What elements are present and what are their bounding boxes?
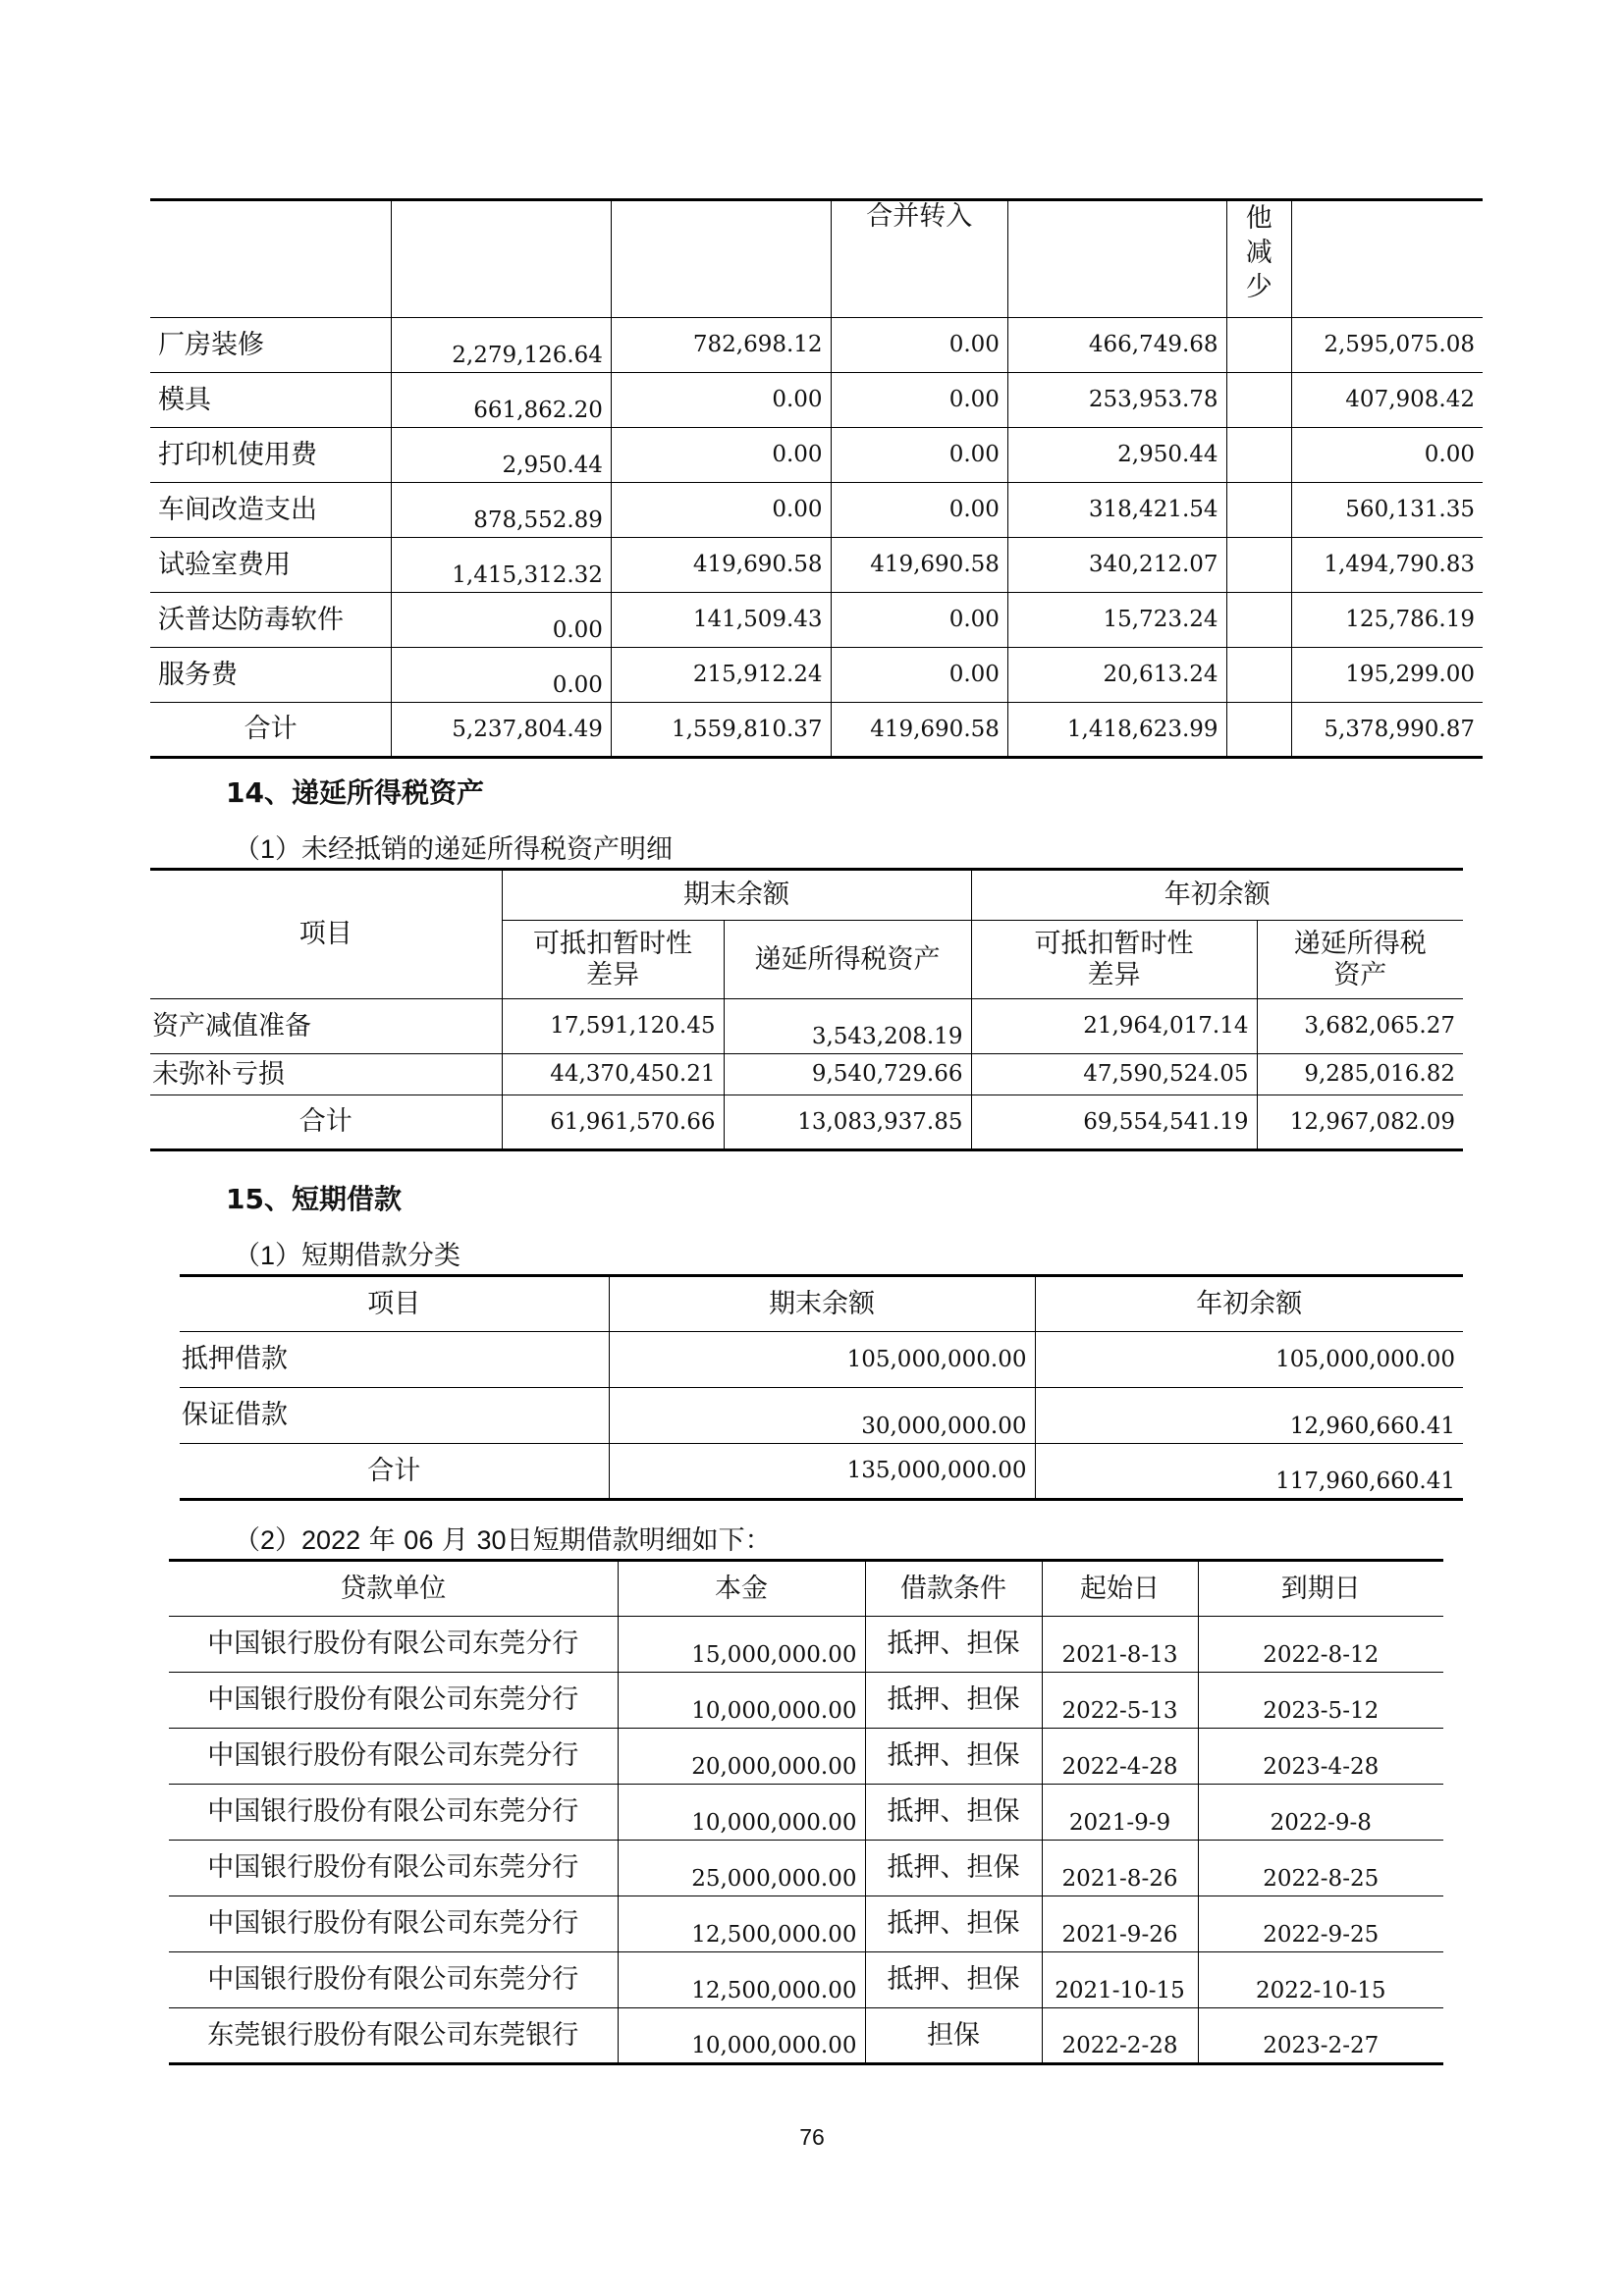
table-header-row bbox=[180, 1276, 1463, 1332]
table-header-row bbox=[169, 1561, 1443, 1617]
section-15-heading: 15、短期借款 bbox=[226, 1183, 402, 1215]
column-header: 本金 bbox=[618, 1561, 865, 1617]
page-number: 76 bbox=[799, 2124, 825, 2150]
column-header: 期末余额 bbox=[502, 870, 971, 921]
section-14-heading: 14、递延所得税资产 bbox=[226, 776, 484, 809]
column-header: 可抵扣暂时性 差异 bbox=[502, 921, 724, 999]
table-row: 抵押借款 105,000,000.00 105,000,000.00 bbox=[180, 1332, 1463, 1388]
column-header: 项目 bbox=[150, 870, 502, 999]
table-row: 未弥补亏损 44,370,450.21 9,540,729.66 47,590,524.05 9,285,016.82 bbox=[150, 1054, 1463, 1095]
column-header: 年初余额 bbox=[971, 870, 1463, 921]
table-row: 中国银行股份有限公司东莞分行 12,500,000.00 抵押、担保 2021-10-15 2022-10-15 bbox=[169, 1952, 1443, 2008]
table-row: 中国银行股份有限公司东莞分行 10,000,000.00 抵押、担保 2022-5-13 2023-5-12 bbox=[169, 1673, 1443, 1729]
table-row: 模具 661,862.20 0.00 0.00 253,953.78 407,908.42 bbox=[150, 373, 1483, 428]
table-row: 中国银行股份有限公司东莞分行 10,000,000.00 抵押、担保 2021-9-9 2022-9-8 bbox=[169, 1785, 1443, 1841]
short-term-loans-detail-table bbox=[169, 1559, 1443, 2065]
column-header: 项目 bbox=[180, 1276, 609, 1332]
table-row: 中国银行股份有限公司东莞分行 15,000,000.00 抵押、担保 2021-8-13 2022-8-12 bbox=[169, 1617, 1443, 1673]
deferred-tax-assets-table bbox=[150, 868, 1463, 1151]
section-15-subheading-1: （1）短期借款分类 bbox=[234, 1241, 461, 1271]
column-header: 合并转入 bbox=[831, 200, 1007, 318]
column-header: 可抵扣暂时性 差异 bbox=[971, 921, 1257, 999]
total-row: 合计 5,237,804.49 1,559,810.37 419,690.58 1,418,623.99 5,378,990.87 bbox=[150, 703, 1483, 758]
column-header: 借款条件 bbox=[865, 1561, 1042, 1617]
table-header-row bbox=[150, 870, 1463, 921]
column-header: 贷款单位 bbox=[169, 1561, 618, 1617]
short-term-borrowings-table bbox=[180, 1274, 1463, 1501]
table-row: 打印机使用费 2,950.44 0.00 0.00 2,950.44 0.00 bbox=[150, 428, 1483, 483]
table-row: 沃普达防毒软件 0.00 141,509.43 0.00 15,723.24 125,786.19 bbox=[150, 593, 1483, 648]
table-row: 东莞银行股份有限公司东莞银行 10,000,000.00 担保 2022-2-28 2023-2-27 bbox=[169, 2008, 1443, 2064]
table-row: 服务费 0.00 215,912.24 0.00 20,613.24 195,299.00 bbox=[150, 648, 1483, 703]
table-row: 车间改造支出 878,552.89 0.00 0.00 318,421.54 560,131.35 bbox=[150, 483, 1483, 538]
column-header: 年初余额 bbox=[1035, 1276, 1463, 1332]
column-header: 递延所得税资产 bbox=[724, 921, 971, 999]
section-14-subheading: （1）未经抵销的递延所得税资产明细 bbox=[234, 834, 674, 865]
table-row: 中国银行股份有限公司东莞分行 20,000,000.00 抵押、担保 2022-4-28 2023-4-28 bbox=[169, 1729, 1443, 1785]
table-row: 厂房装修 2,279,126.64 782,698.12 0.00 466,749.68 2,595,075.08 bbox=[150, 318, 1483, 373]
total-row: 合计 135,000,000.00 117,960,660.41 bbox=[180, 1444, 1463, 1500]
total-row: 合计 61,961,570.66 13,083,937.85 69,554,541.19 12,967,082.09 bbox=[150, 1095, 1463, 1150]
table-row: 保证借款 30,000,000.00 12,960,660.41 bbox=[180, 1388, 1463, 1444]
column-header: 起始日 bbox=[1042, 1561, 1198, 1617]
column-header: 到期日 bbox=[1198, 1561, 1443, 1617]
table-row: 资产减值准备 17,591,120.45 3,543,208.19 21,964,017.14 3,682,065.27 bbox=[150, 999, 1463, 1054]
long-term-prepaid-expenses-table bbox=[150, 198, 1483, 759]
column-header: 递延所得税 资产 bbox=[1257, 921, 1463, 999]
table-header-row bbox=[150, 200, 1483, 318]
column-header: 他 减 少 bbox=[1226, 200, 1291, 318]
section-15-subheading-2: （2）2022 年 06 月 30日短期借款明细如下： bbox=[234, 1525, 772, 1556]
table-row: 中国银行股份有限公司东莞分行 25,000,000.00 抵押、担保 2021-8-26 2022-8-25 bbox=[169, 1841, 1443, 1896]
table-row: 试验室费用 1,415,312.32 419,690.58 419,690.58 340,212.07 1,494,790.83 bbox=[150, 538, 1483, 593]
table-row: 中国银行股份有限公司东莞分行 12,500,000.00 抵押、担保 2021-9-26 2022-9-25 bbox=[169, 1896, 1443, 1952]
column-header: 期末余额 bbox=[609, 1276, 1035, 1332]
